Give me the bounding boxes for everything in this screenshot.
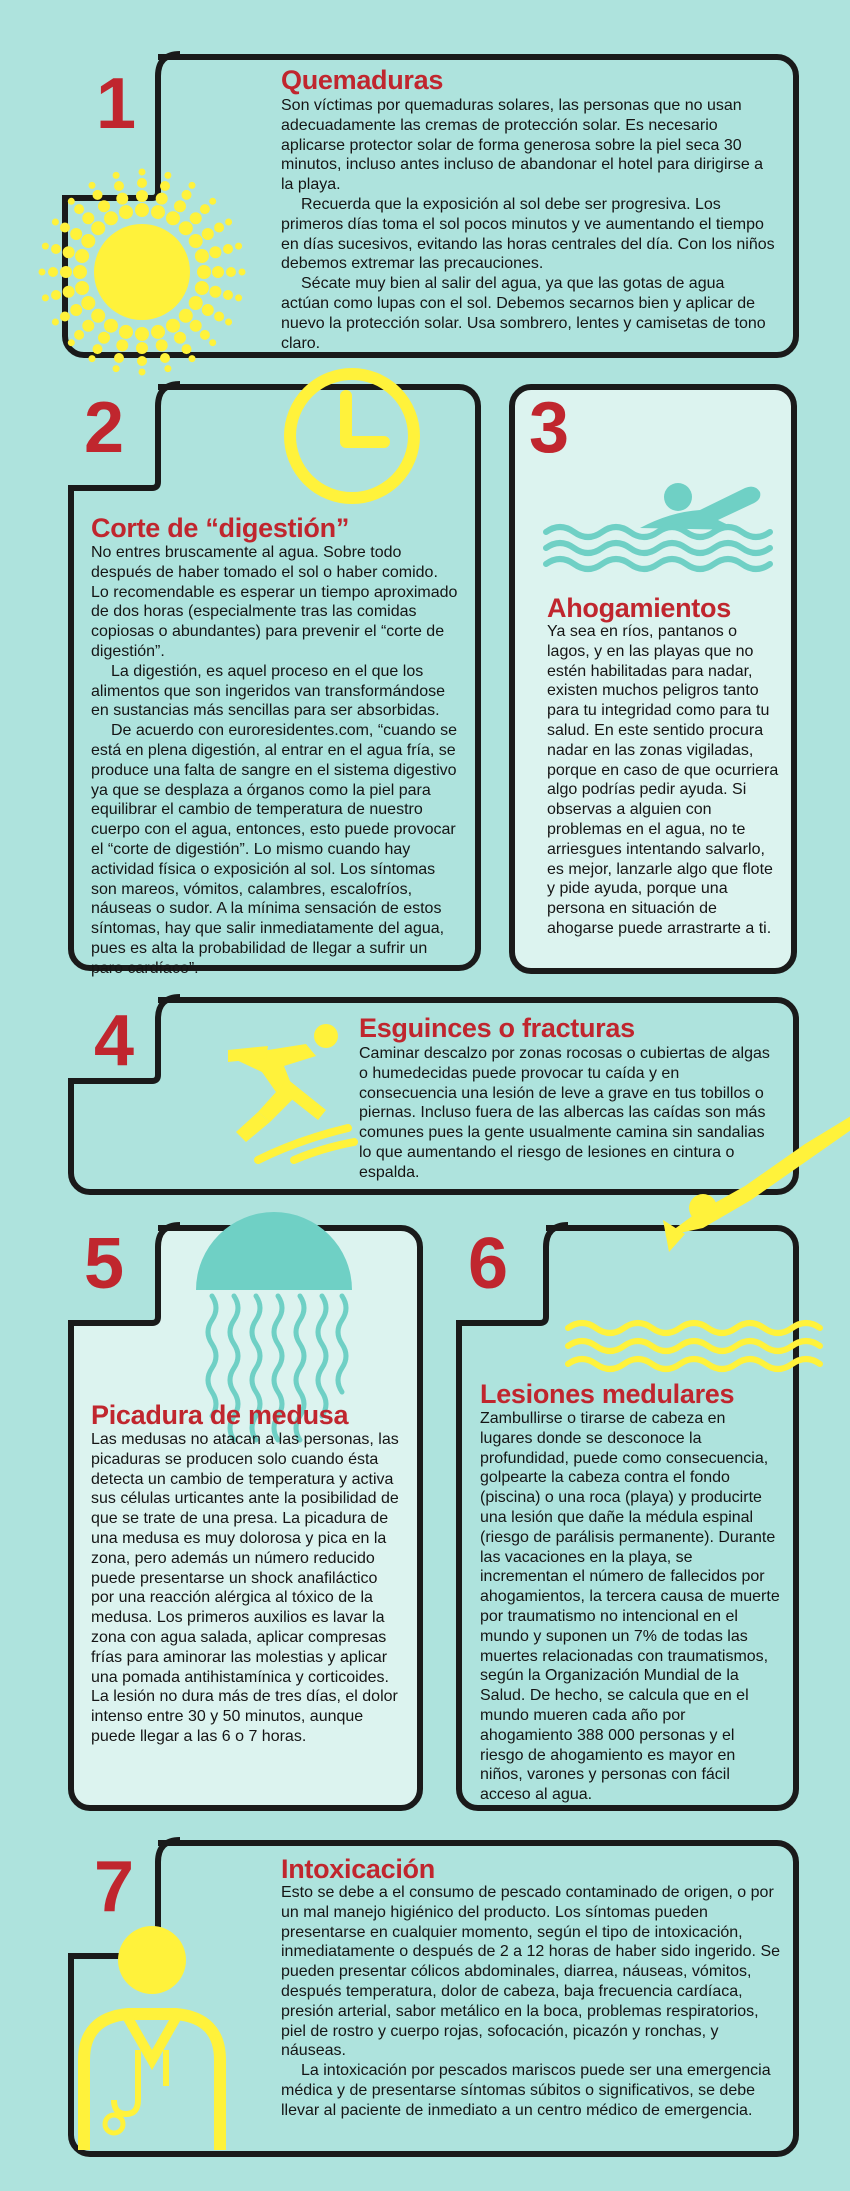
paragraph: Son víctimas por quemaduras solares, las personas que no usan adecuadamente las cremas de protección solar. Es necesario aplicarse protector solar de forma generosa sobre la piel seca 30 minutos, incluso antes incluso de abandonar el hotel para dirigirse a la playa. xyxy=(281,97,764,194)
sun-ray-dot xyxy=(182,344,192,354)
sun-ray-dot xyxy=(137,178,147,188)
sun-ray-dot xyxy=(212,266,224,278)
doctor-icon xyxy=(62,1910,242,2160)
sun-ray-dot xyxy=(225,319,232,326)
sun-ray-dot xyxy=(189,234,203,248)
sun-ray-dot xyxy=(200,330,210,340)
sun-ray-dot xyxy=(135,327,149,341)
slipping-person-icon xyxy=(198,1010,358,1160)
sun-ray-dot xyxy=(60,312,70,322)
sun-ray-dot xyxy=(116,339,128,351)
sun-ray-dot xyxy=(104,211,118,225)
sun-ray-dot xyxy=(60,223,70,233)
sun-ray-dot xyxy=(189,355,196,362)
sun-ray-dot xyxy=(209,339,216,346)
sun-ray-dot xyxy=(209,198,216,205)
paragraph: Sécate muy bien al salir del agua, ya que las gotas de agua actúan como lupas con el sol. Debemos secarnos bien y aplicar de nuevo la protección solar. Usa sombrero, lentes y camisetas de tono claro. xyxy=(281,275,766,352)
sun-ray-dot xyxy=(202,228,214,240)
section-number: 3 xyxy=(529,388,570,468)
section-title: Quemaduras xyxy=(281,65,444,95)
paragraph: Ya sea en ríos, pantanos o lagos, y en las playas que no estén habilitadas para nadar, existen muchos peligros tanto para tu integridad como para tu salud. En este sentido procura nadar en las zonas vigiladas, porque en caso de que ocurriera algo podrías pedir ayuda. Si observas a alguien con problemas en el agua, no te arriesgues intentando salvarlo, es mejor, lanzarle algo que flote y pide ayuda, porque una persona en situación de ahogarse puede arrastrarte a ti. xyxy=(547,623,779,937)
sun-ray-dot xyxy=(235,294,242,301)
sun-ray-dot xyxy=(151,325,165,339)
sun-ray-dot xyxy=(179,221,193,235)
sun-ray-dot xyxy=(160,353,170,363)
sun-ray-dot xyxy=(195,249,209,263)
paragraph: La digestión, es aquel proceso en el que los alimentos que son ingeridos van transformándose en sustancias más sencillas para ser absorbidas. xyxy=(91,662,445,720)
sun-ray-dot xyxy=(179,309,193,323)
sun-ray-dot xyxy=(160,181,170,191)
section-title: Corte de “digestión” xyxy=(91,513,350,543)
section-body xyxy=(480,1409,780,1805)
sun-ray-dot xyxy=(89,355,96,362)
waves-icon xyxy=(564,1314,844,1374)
clock-icon xyxy=(272,356,432,516)
sun-ray-dot xyxy=(225,219,232,226)
sun-ray-dot xyxy=(223,290,233,300)
sun-ray-dot xyxy=(51,244,61,254)
sun-ray-dot xyxy=(119,325,133,339)
sun-ray-dot xyxy=(209,246,221,258)
section-body xyxy=(547,622,779,939)
sun-ray-dot xyxy=(164,172,171,179)
section-title: Ahogamientos xyxy=(547,593,731,623)
sun-ray-dot xyxy=(114,353,124,363)
sun-ray-dot xyxy=(197,265,211,279)
sun-ray-dot xyxy=(226,267,236,277)
sun-ray-dot xyxy=(42,243,49,250)
paragraph: Caminar descalzo por zonas rocosas o cubiertas de algas o humedecidas puede provocar tu caída y en consecuencia una lesión de leve a grave en tus tobillos o piernas. Incluso fuera de las albercas las caídas son más comunes pues la gente usualmente camina sin sandalias lo que aumentando el riesgo de lesiones en cintura o espalda. xyxy=(359,1045,770,1181)
sun-ray-dot xyxy=(104,319,118,333)
sun-ray-dot xyxy=(63,246,75,258)
sun-ray-dot xyxy=(98,200,110,212)
sun-ray-dot xyxy=(174,332,186,344)
paragraph: Las medusas no atacan a las personas, las picaduras se producen solo cuando ésta detecta un cambio de temperatura y activa sus células urticantes ante la posibilidad de que se trate de una presa. La picadura de una medusa es muy dolorosa y pica en la zona, pero además un número reducido puede presentarse un shock anafiláctico por una reacción alérgica al tóxico de la medusa. Los primeros auxilios es lavar la zona con agua salada, aplicar compresas frías para aminorar las molestias y aplicar una pomada antihistamínica y corticoides. La lesión no dura más de tres días, el dolor intenso entre 30 y 50 minutos, aunque puede llegar a las 6 o 7 horas. xyxy=(91,1431,399,1745)
sun-ray-dot xyxy=(81,296,95,310)
sun-ray-dot xyxy=(156,339,168,351)
sun-ray-dot xyxy=(75,281,89,295)
sun-ray-dot xyxy=(82,212,94,224)
sun-ray-dot xyxy=(182,190,192,200)
sun-ray-dot xyxy=(239,269,246,276)
paragraph: No entres bruscamente al agua. Sobre todo después de haber tomado el sol o haber comido. Lo recomendable es esperar un tiempo aproximado de dos horas (especialmente tras las comidas copiosas o abundantes) para prevenir el “corte de digestión”. xyxy=(91,544,458,660)
sun-ray-dot xyxy=(68,198,75,205)
paragraph: La intoxicación por pescados mariscos puede ser una emergencia médica y de presentarse síntomas súbitos o significativos, se debe llevar al paciente de inmediato a un centro médico de emergencia. xyxy=(281,2062,771,2119)
sun-ray-dot xyxy=(93,344,103,354)
sun-ray-dot xyxy=(91,309,105,323)
sun-ray-dot xyxy=(214,223,224,233)
paragraph: Esto se debe a el consumo de pescado contaminado de origen, o por un mal manejo higiénico del producto. Los síntomas pueden presentarse en cualquier momento, según el tipo de intoxicación, inmediatamente o después de 2 a 12 horas de haber sido ingerido. Se pueden presentar cólicos abdominales, diarrea, náuseas, vómitos, después temperatura, dolor de cabeza, baja frecuencia cardíaca, presión arterial, sabor metálico en la boca, problemas respiratorios, piel de rostro y cuerpo rojas, sofocación, picazón y ronchas, y náuseas. xyxy=(281,1884,781,2060)
sun-ray-dot xyxy=(81,234,95,248)
sun-ray-dot xyxy=(119,205,133,219)
sun-ray-dot xyxy=(70,228,82,240)
sun-ray-dot xyxy=(235,243,242,250)
sun-ray-dot xyxy=(98,332,110,344)
sun-ray-dot xyxy=(51,290,61,300)
sun-ray-dot xyxy=(164,365,171,372)
sun-ray-dot xyxy=(190,212,202,224)
sun-ray-dot xyxy=(52,319,59,326)
sun-ray-dot xyxy=(136,190,148,202)
sun-ray-dot xyxy=(116,193,128,205)
section-number: 1 xyxy=(96,64,137,144)
section-number: 7 xyxy=(94,1847,135,1927)
sun-ray-dot xyxy=(189,182,196,189)
section-title: Esguinces o fracturas xyxy=(359,1013,635,1043)
paragraph: De acuerdo con euroresidentes.com, “cuando se está en plena digestión, al entrar en el agua fría, se produce una falta de sangre en el sistema digestivo ya que se desplaza a órganos como la piel para equilibrar el cambio de temperatura de nuestro cuerpo con el agua, entonces, esto puede provocar el “corte de digestión”. Lo mismo cuando hay actividad física o exposición al sol. Los síntomas son mareos, vómitos, calambres, escalofríos, náuseas o sudor. A la mínima sensación de estos síntomas, hay que salir inmediatamente del agua, pues es alta la probabilidad de llegar a sufrir un paro cardíaco”. xyxy=(91,722,457,977)
sun-ray-dot xyxy=(89,182,96,189)
sun-ray-dot xyxy=(209,286,221,298)
sun-ray-dot xyxy=(195,281,209,295)
sun-ray-dot xyxy=(156,193,168,205)
sun-ray-dot xyxy=(136,342,148,354)
section-number: 5 xyxy=(84,1224,125,1304)
sun-ray-dot xyxy=(202,304,214,316)
sun-ray-dot xyxy=(74,204,84,214)
sun-ray-dot xyxy=(174,200,186,212)
sun-ray-dot xyxy=(114,181,124,191)
sun-ray-dot xyxy=(52,219,59,226)
sun-ray-dot xyxy=(113,365,120,372)
sun-ray-dot xyxy=(73,265,87,279)
sun-ray-dot xyxy=(190,320,202,332)
section-title: Intoxicación xyxy=(281,1854,435,1884)
section-body xyxy=(281,96,775,353)
sun-ray-dot xyxy=(74,330,84,340)
section-body xyxy=(91,1430,403,1747)
section-title: Picadura de medusa xyxy=(91,1400,349,1430)
sun-ray-dot xyxy=(200,204,210,214)
swimmer-icon xyxy=(540,470,780,580)
section-body xyxy=(281,1883,781,2121)
section-body xyxy=(91,543,458,979)
section-number: 4 xyxy=(94,1001,135,1081)
sun-ray-dot xyxy=(113,172,120,179)
paragraph: Recuerda que la exposición al sol debe ser progresiva. Los primeros días toma el sol pocos minutos y ve aumentando el tiempo en días sucesivos, evitando las horas centrales del día. Con los niños debemos extremar las precauciones. xyxy=(281,195,775,273)
sun-ray-dot xyxy=(189,296,203,310)
section-number: 6 xyxy=(468,1224,509,1304)
sun-ray-dot xyxy=(135,203,149,217)
sun-ray-dot xyxy=(166,211,180,225)
section-title: Lesiones medulares xyxy=(480,1379,735,1409)
sun-ray-dot xyxy=(137,356,147,366)
sun-ray-dot xyxy=(139,369,146,376)
sun-ray-dot xyxy=(75,249,89,263)
paragraph: Zambullirse o tirarse de cabeza en lugares donde se desconoce la profundidad, puede como consecuencia, golpearte la cabeza contra el fondo (piscina) o una roca (playa) y producirte una lesión que dañe la médula espinal (riesgo de parálisis permanente). Durante las vacaciones en la playa, se incrementan el número de fallecidos por ahogamientos, la tercera causa de muerte por traumatismo no intencional en el mundo y suponen un 7% de todas las muertes relacionadas con traumatismos, según la Organización Mundial de la Salud. De hecho, se calcula que en el mundo mueren cada año por ahogamiento 388 000 personas y el riesgo de ahogamiento es mayor en niños, varones y personas con fácil acceso al agua. xyxy=(480,1410,780,1804)
sun-icon xyxy=(42,172,242,372)
sun-ray-dot xyxy=(214,312,224,322)
sun-ray-dot xyxy=(93,190,103,200)
sun-ray-dot xyxy=(91,221,105,235)
sun-ray-dot xyxy=(139,169,146,176)
sun-ray-dot xyxy=(63,286,75,298)
sun-ray-dot xyxy=(42,294,49,301)
sun-ray-dot xyxy=(82,320,94,332)
sun-ray-dot xyxy=(39,269,46,276)
sun-ray-dot xyxy=(68,339,75,346)
sun-ray-dot xyxy=(60,266,72,278)
sun-ray-dot xyxy=(70,304,82,316)
sun-ray-dot xyxy=(223,244,233,254)
sun-ray-dot xyxy=(166,319,180,333)
sun-ray-dot xyxy=(48,267,58,277)
diver-icon xyxy=(655,1116,850,1266)
section-number: 2 xyxy=(84,388,125,468)
sun-ray-dot xyxy=(151,205,165,219)
